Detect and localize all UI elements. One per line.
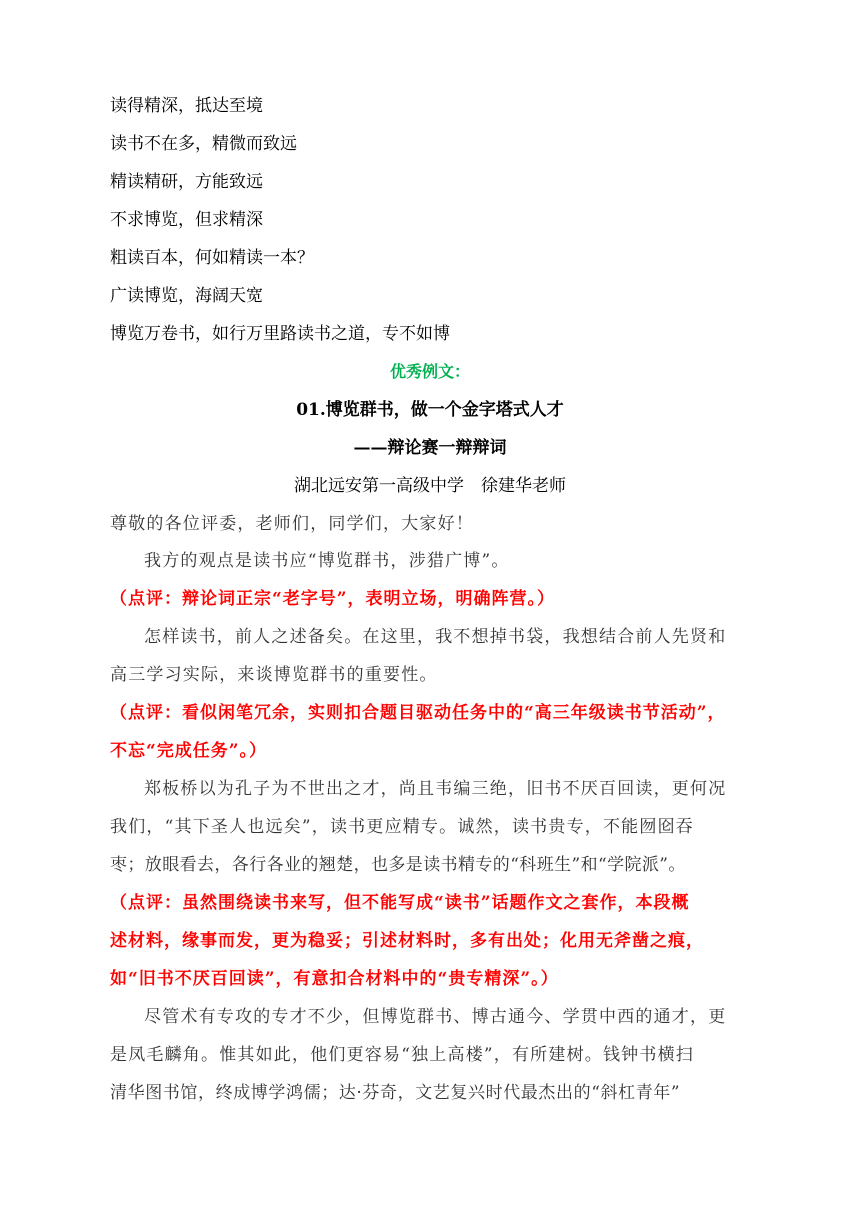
comment-2-line-1: （点评：看似闲笔冗余，实则扣合题目驱动任务中的“高三年级读书节活动”，: [110, 703, 726, 723]
essay-subtitle: ——辩论赛一辩辩词: [353, 438, 507, 458]
list-item: 读书不在多，精微而致远: [110, 134, 297, 154]
list-item: 精读精研，方能致远: [110, 172, 263, 192]
paragraph-4-line-2: 是凤毛麟角。惟其如此，他们更容易“独上高楼”，有所建树。钱钟书横扫: [110, 1045, 694, 1065]
paragraph-2-line-1: 怎样读书，前人之述备矣。在这里，我不想掉书袋，我想结合前人先贤和: [144, 627, 727, 647]
section-heading: 优秀例文：: [389, 362, 470, 381]
comment-3-line-1: （点评：虽然围绕读书来写，但不能写成“读书”话题作文之套作，本段概: [110, 893, 690, 913]
paragraph-2-line-2: 高三学习实际，来谈博览群书的重要性。: [110, 665, 438, 685]
comment-2-line-2: 不忘“完成任务”。）: [110, 741, 268, 761]
list-item: 粗读百本，何如精读一本？: [110, 248, 314, 268]
paragraph-3-line-1: 郑板桥以为孔子为不世出之才，尚且韦编三绝，旧书不厌百回读，更何况: [144, 779, 727, 799]
list-item: 读得精深，抵达至境: [110, 96, 263, 116]
comment-3-line-2: 述材料，缘事而发，更为稳妥；引述材料时，多有出处；化用无斧凿之痕，: [110, 931, 704, 951]
list-item: 不求博览，但求精深: [110, 210, 263, 230]
paragraph-4-line-1: 尽管术有专攻的专才不少，但博览群书、博古通今、学贯中西的通才，更: [144, 1007, 727, 1027]
comment-1: （点评：辩论词正宗“老字号”，表明立场，明确阵营。）: [110, 589, 556, 609]
essay-author: 湖北远安第一高级中学 徐建华老师: [294, 476, 566, 496]
paragraph-3-line-3: 枣；放眼看去，各行各业的翘楚，也多是读书精专的“科班生”和“学院派”。: [110, 855, 686, 875]
list-item: 广读博览，海阔天宽: [110, 286, 263, 306]
list-item: 博览万卷书，如行万里路读书之道，专不如博: [110, 324, 450, 344]
paragraph-1: 我方的观点是读书应“博览群书，涉猎广博”。: [144, 551, 510, 571]
greeting: 尊敬的各位评委，老师们，同学们，大家好！: [110, 514, 474, 534]
paragraph-3-line-2: 我们，“其下圣人也远矣”，读书更应精专。诚然，读书贵专，不能囫囵吞: [110, 817, 694, 837]
essay-title: 01.博览群书，做一个金字塔式人才: [296, 400, 564, 420]
paragraph-4-line-3: 清华图书馆，终成博学鸿儒；达·芬奇，文艺复兴时代最杰出的“斜杠青年”: [110, 1083, 681, 1103]
comment-3-line-3: 如“旧书不厌百回读”，有意扣合材料中的“贵专精深”。）: [110, 969, 559, 989]
